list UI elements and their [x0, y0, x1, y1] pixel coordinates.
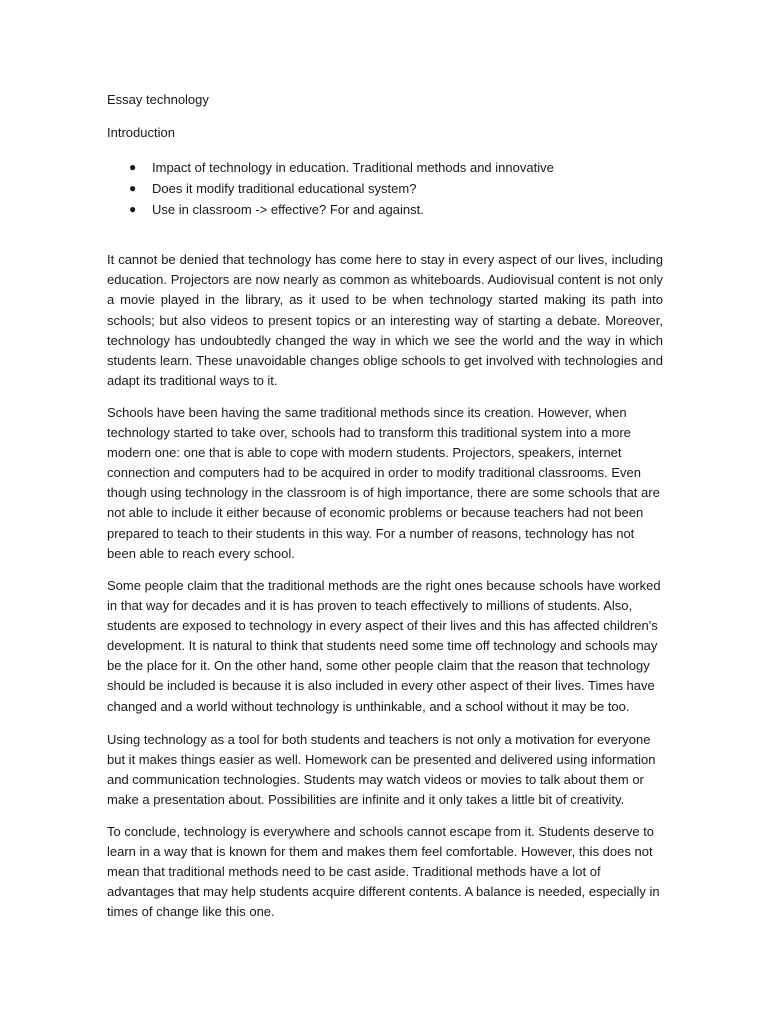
paragraph-4: Using technology as a tool for both students and teachers is not only a motivation for everyone but it makes things easier as well. Homework can be presented and delivered using information and communication technologies. Students may watch videos or movies to talk about them or make a presentation about. Possibilities are infinite and it only takes a little bit of creativity.: [107, 732, 656, 808]
document-title: Essay technology: [107, 92, 209, 107]
paragraph-1: It cannot be denied that technology has come here to stay in every aspect of our lives, including education. Projectors are now nearly as common as whiteboards. Audiovisual content is not only a movie played in the library, as it used to be when technology started making its path into schools; but also videos to present topics or an interesting way of starting a debate. Moreover, technology has undoubtedly changed the way in which we see the world and the way in which students learn. These unavoidable changes oblige schools to get involved with technologies and adapt its traditional ways to it.: [107, 252, 663, 389]
paragraph-5: To conclude, technology is everywhere and schools cannot escape from it. Students deserve to learn in a way that is known for them and makes them feel comfortable. However, this does not mean that traditional methods need to be cast aside. Traditional methods have a lot of advantages that may help students acquire different contents. A balance is needed, especially in times of change like this one.: [107, 824, 660, 920]
list-item: [107, 199, 667, 220]
list-item-text: Impact of technology in education. Traditional methods and innovative: [152, 160, 554, 175]
paragraph-3: Some people claim that the traditional methods are the right ones because schools have worked in that way for decades and it is has proven to teach effectively to millions of students. Also, students are exposed to technology in every aspect of their lives and this has affected children's development. It is natural to think that students need some time off technology and schools may be the place for it. On the other hand, some other people claim that the reason that technology should be included is because it is also included in every other aspect of their lives. Times have changed and a world without technology is unthinkable, and a school without it may be too.: [107, 578, 661, 714]
list-item-text: Does it modify traditional educational system?: [152, 181, 417, 196]
bullet-icon: ●: [129, 181, 137, 195]
bullet-icon: ●: [129, 202, 137, 216]
section-heading-introduction: Introduction: [107, 125, 175, 140]
list-item: [107, 178, 667, 199]
list-item: [107, 157, 667, 178]
paragraph-2: Schools have been having the same traditional methods since its creation. However, when technology started to take over, schools had to transform this traditional system into a more modern one: one that is able to cope with modern students. Projectors, speakers, internet connection and computers had to be acquired in order to modify traditional classrooms. Even though using technology in the classroom is of high importance, there are some schools that are not able to include it either because of economic problems or because teachers had not been prepared to teach to their students in this way. For a number of reasons, technology has not been able to reach every school.: [107, 405, 660, 561]
bullet-icon: ●: [129, 160, 137, 174]
intro-bullet-list: [107, 157, 667, 220]
list-item-text: Use in classroom -> effective? For and against.: [152, 202, 424, 217]
